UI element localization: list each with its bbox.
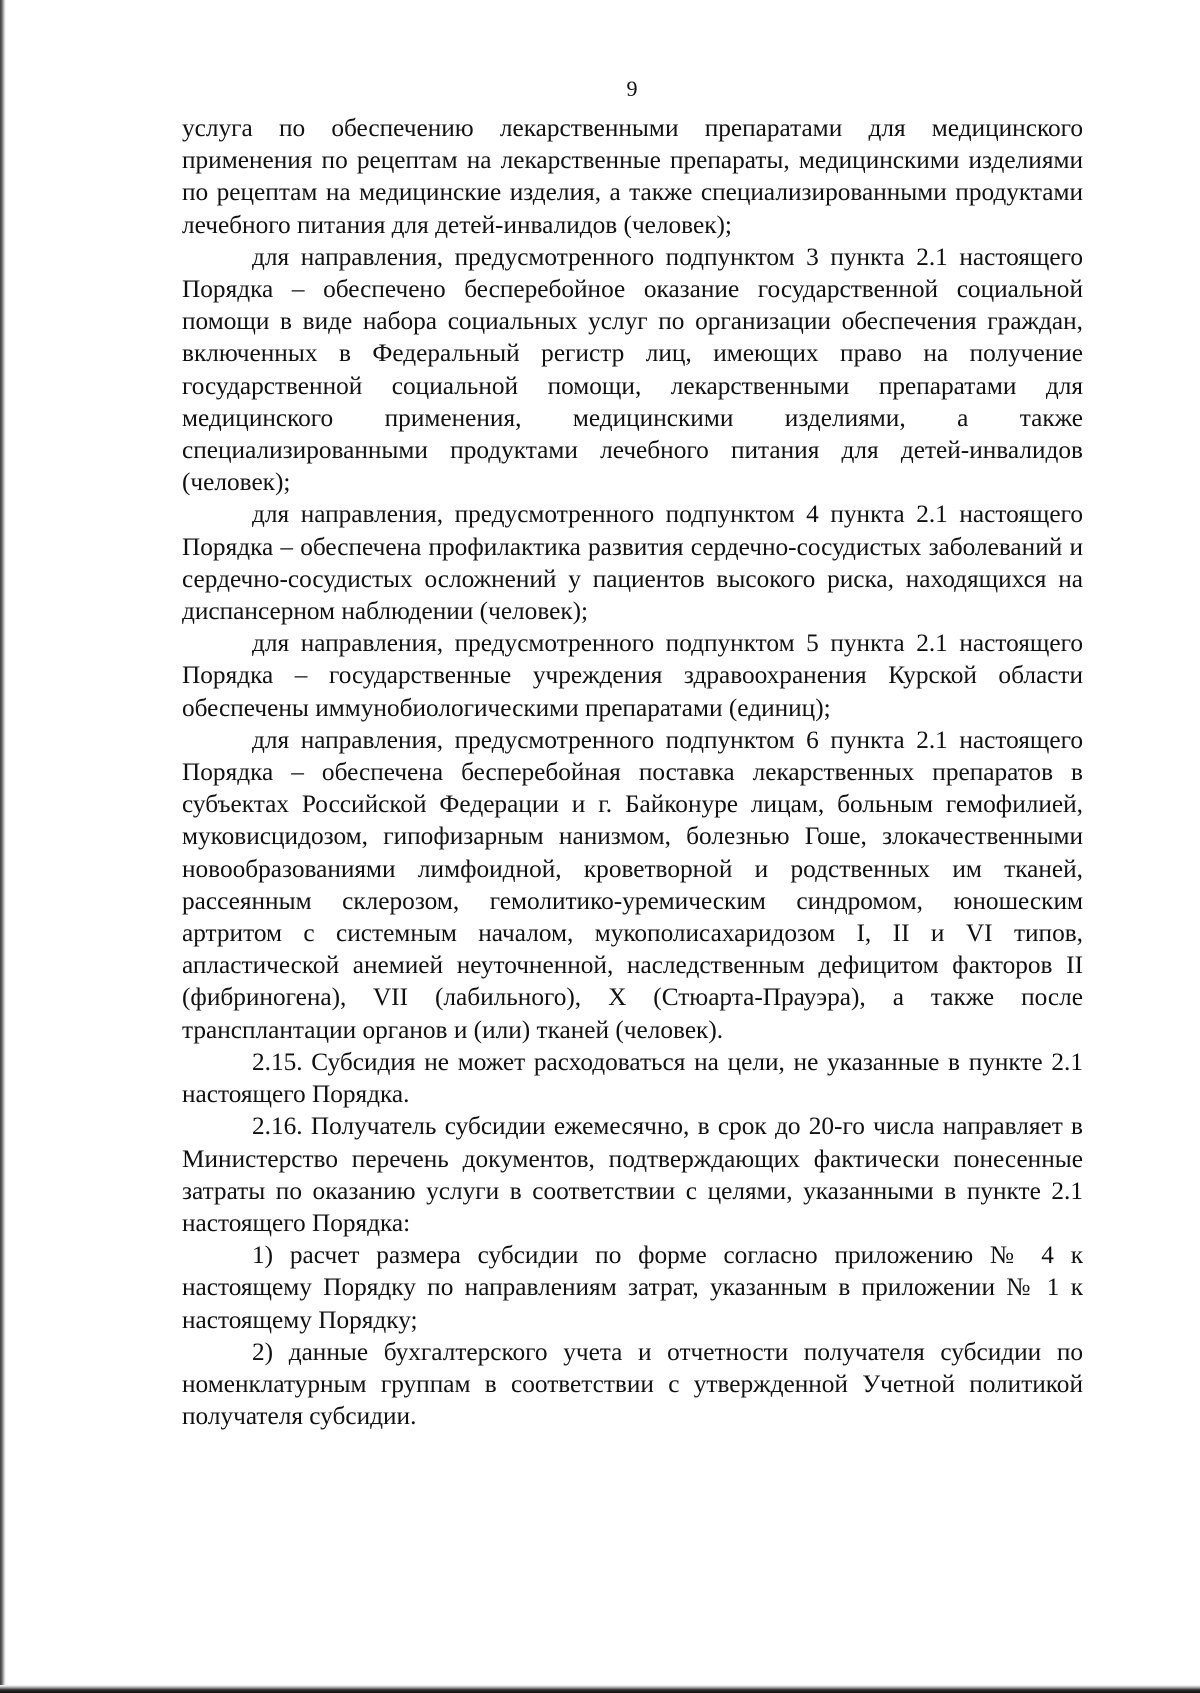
scan-bottom-edge: [0, 1685, 1200, 1693]
paragraph-direction-6: для направления, предусмотренного подпунктом 6 пункта 2.1 настоящего Порядка – обеспечена бесперебойная поставка лекарственных препаратов в субъектах Российской Федерации и г. Байконуре лицам, больным гемофилией, муковисцидозом, гипофизарным нанизмом, болезнью Гоше, злокачественными новообразованиями лимфоидной, кроветворной и родственных им тканей, рассеянным склерозом, гемолитико-уремическим синдромом, юношеским артритом с системным началом, мукополисахаридозом I, II и VI типов, апластической анемией неуточненной, наследственным дефицитом факторов II (фибриногена), VII (лабильного), X (Стюарта-Прауэра), а также после трансплантации органов и (или) тканей (человек).: [182, 725, 1083, 1044]
paragraph-clause-2-16: 2.16. Получатель субсидии ежемесячно, в срок до 20-го числа направляет в Министерство перечень документов, подтверждающих фактически понесенные затраты по оказанию услуги в соответствии с целями, указанными в пункте 2.1 настоящего Порядка:: [182, 1112, 1083, 1237]
paragraph-service-continuation: услуга по обеспечению лекарственными препаратами для медицинского применения по рецептам на лекарственные препараты, медицинскими изделиями по рецептам на медицинские изделия, а также специализированными продуктами лечебного питания для детей-инвалидов (человек);: [182, 114, 1083, 239]
paragraph-direction-4: для направления, предусмотренного подпунктом 4 пункта 2.1 настоящего Порядка – обеспечена профилактика развития сердечно-сосудистых заболеваний и сердечно-сосудистых осложнений у пациентов высокого риска, находящихся на диспансерном наблюдении (человек);: [182, 500, 1083, 626]
paragraph-clause-2-15: 2.15. Субсидия не может расходоваться на цели, не указанные в пункте 2.1 настоящего Порядка.: [182, 1047, 1083, 1109]
scan-left-edge: [0, 0, 6, 1693]
page-number: 9: [626, 76, 638, 101]
paragraph-direction-3: для направления, предусмотренного подпунктом 3 пункта 2.1 настоящего Порядка – обеспечено бесперебойное оказание государственной социальной помощи в виде набора социальных услуг по организации обеспечения граждан, включенных в Федеральный регистр лиц, имеющих право на получение государственной социальной помощи, лекарственными препаратами для медицинского применения, медицинскими изделиями, а также специализированными продуктами лечебного питания для детей-инвалидов (человек);: [182, 242, 1083, 497]
paragraph-item-1: 1) расчет размера субсидии по форме согласно приложению № 4 к настоящему Порядку по направлениям затрат, указанным в приложении № 1 к настоящему Порядку;: [182, 1241, 1083, 1334]
paragraph-item-2: 2) данные бухгалтерского учета и отчетности получателя субсидии по номенклатурным группам в соответствии с утвержденной Учетной политикой получателя субсидии.: [182, 1337, 1083, 1431]
document-body: [182, 112, 1083, 1432]
paragraph-direction-5: для направления, предусмотренного подпунктом 5 пункта 2.1 настоящего Порядка – государственные учреждения здравоохранения Курской области обеспечены иммунобиологическими препаратами (единиц);: [182, 629, 1083, 722]
